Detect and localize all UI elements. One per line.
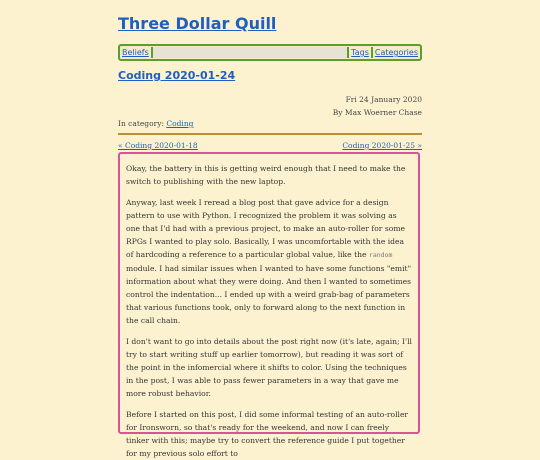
- paragraph: I don't want to go into details about the post right now (it's late, again; I'll try to start writing stuff up earlier tomorrow), but reading it was sort of the point in the infomercial where it shifts to color. Using the techniques in the post, I was able to pass fewer parameters in a way that gave me more robust behavior.: [126, 337, 412, 398]
- nav-search-field[interactable]: [153, 47, 347, 58]
- inline-code: random: [368, 251, 393, 259]
- nav-beliefs-link[interactable]: Beliefs: [122, 48, 149, 57]
- site-title-link[interactable]: Three Dollar Quill: [118, 14, 277, 33]
- paragraph: Before I started on this post, I did some informal testing of an auto-roller for Ironsworn, so that's ready for the weekend, and now I can freely tinker with this; maybe try to convert the reference guide I put together for my previous solo effort to: [126, 410, 409, 458]
- divider: [118, 133, 422, 135]
- post-title-link[interactable]: Coding 2020-01-24: [118, 69, 236, 82]
- category-line: [118, 119, 193, 128]
- nav-categories-link[interactable]: Categories: [374, 48, 418, 57]
- next-post-link[interactable]: Coding 2020-01-25 »: [342, 141, 422, 150]
- post-date: Fri 24 January 2020: [345, 95, 422, 104]
- category-link[interactable]: Coding: [166, 119, 194, 128]
- nav-tags-link[interactable]: Tags: [351, 48, 369, 57]
- paragraph: [126, 196, 412, 327]
- post-author: By Max Woerner Chase: [332, 108, 422, 117]
- nav-bar: [118, 44, 422, 61]
- category-label: In category:: [118, 119, 164, 128]
- paragraph: Okay, the battery in this is getting weird enough that I need to make the switch to publishing with the new laptop.: [126, 164, 406, 186]
- paragraph-text: module. I had similar issues when I wanted to have some functions "emit" information about what they were doing. And then I wanted to sometimes control the indentation... I ended up with a weird grab-bag of parameters that various functions took, only to forward along to the next function in the call chain.: [126, 264, 412, 325]
- prev-post-link[interactable]: « Coding 2020-01-18: [118, 141, 198, 150]
- article-body: [118, 152, 420, 458]
- paragraph-text: Anyway, last week I reread a blog post that gave advice for a design pattern to use with Python. I recognized the problem it was solving as one that I'd had with a previous project, to make an auto-roller for some RPGs I wanted to play solo. Basically, I was uncomfortable with the idea of hardcoding a reference to a particular global value, like the: [126, 198, 406, 259]
